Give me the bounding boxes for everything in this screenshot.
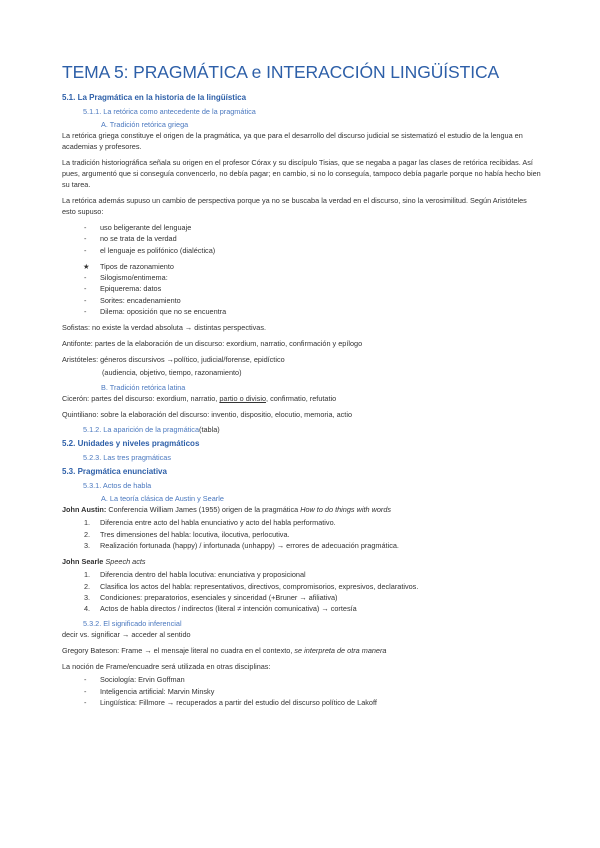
- aristotle-list: [62, 222, 542, 256]
- document-page: [62, 62, 542, 713]
- list-item: 4. Actos de habla directos / indirectos (literal ≠ intención comunicativa) → cortesía: [84, 604, 357, 614]
- list-item: 1. Diferencia entre acto del habla enunciativo y acto del habla performativo.: [84, 518, 336, 528]
- paragraph-austin: John Austin: Conferencia William James (1955) origen de la pragmática How to do things with words: [62, 505, 392, 515]
- list-item: 3. Realización fortunada (happy) / infortunada (unhappy) → errores de adecuación pragmática.: [84, 540, 399, 550]
- list-item: 2. Tres dimensiones del habla: locutiva, ilocutiva, perlocutiva.: [84, 529, 290, 539]
- list-item: - Silogismo/entimema:: [84, 273, 168, 283]
- paragraph-antifonte: Antifonte: partes de la elaboración de un discurso: exordium, narratio, confirmación y epílogo: [62, 339, 363, 349]
- list-item: - Epiquerema: datos: [84, 284, 162, 294]
- reasoning-types-list: [62, 261, 542, 272]
- list-item: - Inteligencia artificial: Marvin Minsky: [84, 686, 215, 696]
- paragraph-decir-significar: decir vs. significar → acceder al sentido: [62, 630, 191, 640]
- frame-list: [62, 674, 542, 708]
- paragraph-quintiliano: Quintiliano: sobre la elaboración del discurso: inventio, dispositio, elocutio, memoria, actio: [62, 410, 353, 420]
- section-5-3-2-heading: 5.3.2. El significado inferencial: [83, 619, 182, 629]
- list-item: - Lingüística: Fillmore → recuperados a partir del estudio del discurso político de Lakoff: [84, 698, 377, 708]
- subsection-austin-searle-heading: A. La teoría clásica de Austin y Searle: [101, 494, 224, 504]
- paragraph-verosimilitud: La retórica además supuso un cambio de perspectiva porque ya no se buscaba la verdad en el discurso, sino la verosimilitud. Según Aristóteles esto supuso:: [62, 196, 527, 216]
- paragraph-greek-rhetoric: La retórica griega constituye el origen de la pragmática, ya que para el desarrollo del discurso judicial se sistematizó el estudio de la lengua en academias y profesores.: [62, 131, 523, 151]
- paragraph-frame: La noción de Frame/encuadre será utilizada en otras disciplinas:: [62, 662, 271, 672]
- paragraph-corax-tisias: La tradición historiográfica señala su origen en el profesor Córax y su discípulo Tisias, que se negaba a pagar las clases de retórica recibidas. Así pues, argumentó que si conseguía convencerlo, no debía pagar; en cambio, si no lo conseguía, tampoco debía pagarle porque no había hecho bien su tarea.: [62, 158, 541, 189]
- reasoning-list: [62, 272, 542, 317]
- section-5-1-1-heading: 5.1.1. La retórica como antecedente de la pragmática: [83, 107, 256, 116]
- paragraph-aristoteles: Aristóteles: géneros discursivos →político, judicial/forense, epidíctico: [62, 355, 285, 365]
- austin-list: [62, 517, 542, 551]
- list-item: - Dilema: oposición que no se encuentra: [84, 307, 227, 317]
- page-title: TEMA 5: PRAGMÁTICA e INTERACCIÓN LINGÜÍSTICA: [62, 62, 500, 82]
- list-item: - uso beligerante del lenguaje: [84, 223, 192, 232]
- list-item: 2. Clasifica los actos del habla: representativos, directivos, compromisorios, expresivos, declarativos.: [84, 581, 419, 591]
- searle-list: [62, 569, 542, 614]
- underlined-term: partio o divisio: [219, 394, 267, 404]
- list-item: - no se trata de la verdad: [84, 234, 177, 244]
- list-item: - Sociología: Ervin Goffman: [84, 675, 185, 685]
- section-5-1-2-heading: 5.1.2. La aparición de la pragmática(tabla): [83, 425, 220, 435]
- list-item: ★ Tipos de razonamiento: [83, 261, 174, 271]
- list-item: 1. Diferencia dentro del habla locutiva: enunciativa y proposicional: [84, 570, 306, 580]
- list-item: 3. Condiciones: preparatorios, esenciales y sinceridad (+Bruner → afiliativa): [84, 592, 338, 602]
- paragraph-ciceron: Cicerón: partes del discurso: exordium, narratio, partio o divisio, confirmatio, refutatio: [62, 394, 337, 404]
- list-item: - Sorites: encadenamiento: [84, 295, 181, 305]
- section-5-2-3-heading: 5.2.3. Las tres pragmáticas: [83, 453, 172, 463]
- section-5-3-heading: 5.3. Pragmática enunciativa: [62, 467, 167, 477]
- section-5-2-heading: 5.2. Unidades y niveles pragmáticos: [62, 439, 200, 449]
- paragraph-bateson: Gregory Bateson: Frame → el mensaje literal no cuadra en el contexto, se interpreta de otra manera: [62, 646, 387, 656]
- paragraph-sofistas: Sofistas: no existe la verdad absoluta → distintas perspectivas.: [62, 323, 267, 333]
- list-item: - el lenguaje es polifónico (dialéctica): [84, 245, 216, 255]
- paragraph-searle: John Searle Speech acts: [62, 557, 146, 567]
- paragraph-aristoteles-detail: (audiencia, objetivo, tiempo, razonamiento): [102, 368, 242, 378]
- section-5-1-heading: 5.1. La Pragmática en la historia de la lingüística: [62, 93, 247, 102]
- subsection-b-heading: B. Tradición retórica latina: [101, 383, 186, 393]
- subsection-a-heading: A. Tradición retórica griega: [101, 120, 189, 129]
- section-5-3-1-heading: 5.3.1. Actos de habla: [83, 481, 152, 491]
